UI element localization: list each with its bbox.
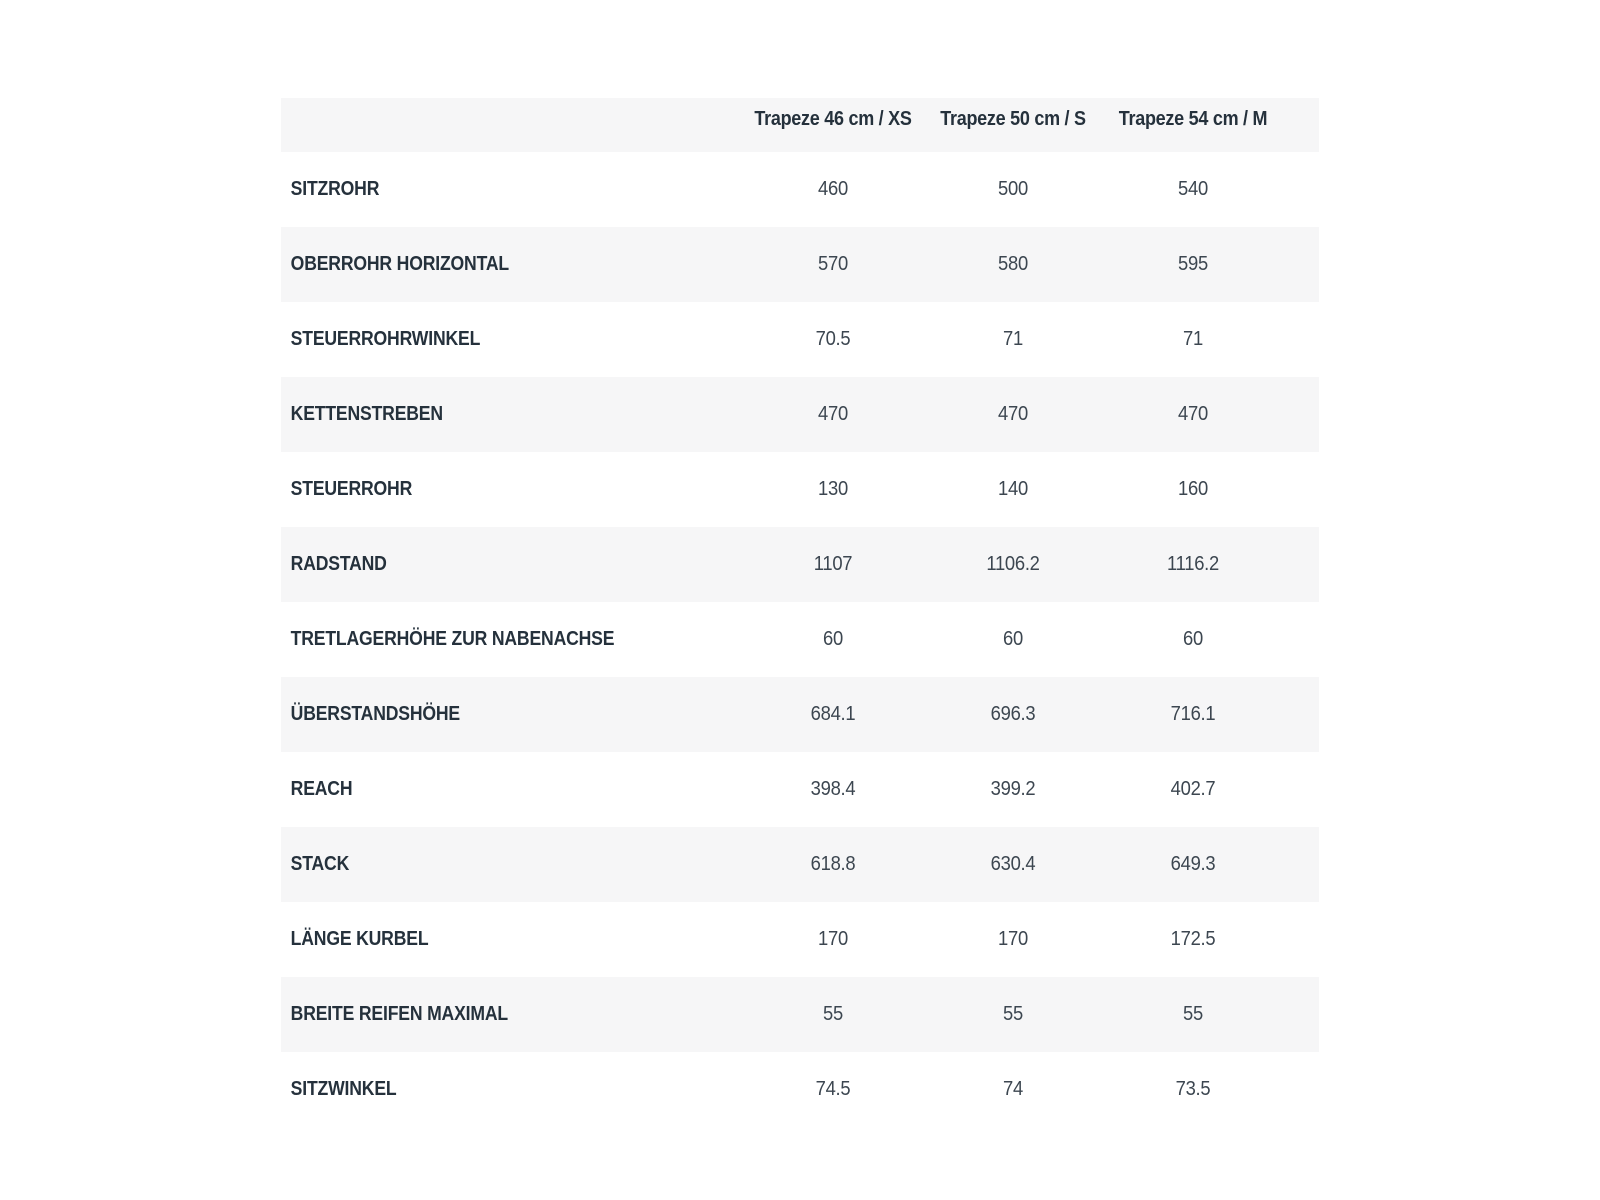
cell-value: 60 — [823, 628, 843, 650]
table-row — [281, 677, 1319, 752]
cell-value: 55 — [1003, 1003, 1023, 1025]
table-row — [281, 827, 1319, 902]
table-row — [281, 377, 1319, 452]
column-header: Trapeze 46 cm / XS — [754, 107, 912, 130]
cell-value: 399.2 — [990, 778, 1036, 800]
row-label: RADSTAND — [290, 553, 387, 575]
cell-value: 500 — [998, 178, 1028, 200]
cell-value: 170 — [998, 928, 1028, 950]
cell-value: 460 — [818, 178, 848, 200]
table-row — [281, 452, 1319, 527]
cell-value: 470 — [1178, 403, 1208, 425]
cell-value: 1107 — [813, 553, 853, 575]
cell-value: 580 — [998, 253, 1028, 275]
table-row — [281, 527, 1319, 602]
cell-value: 60 — [1183, 628, 1203, 650]
row-label: REACH — [290, 778, 353, 800]
cell-value: 55 — [1183, 1003, 1203, 1025]
cell-value: 618.8 — [810, 853, 856, 875]
cell-value: 1116.2 — [1167, 553, 1219, 575]
cell-value: 170 — [818, 928, 848, 950]
cell-value: 470 — [818, 403, 848, 425]
cell-value: 70.5 — [815, 328, 851, 350]
table-body — [281, 152, 1319, 1127]
row-label: OBERROHR HORIZONTAL — [290, 253, 509, 275]
row-label: STACK — [290, 853, 350, 875]
cell-value: 55 — [823, 1003, 843, 1025]
row-label: KETTENSTREBEN — [290, 403, 443, 425]
cell-value: 630.4 — [990, 853, 1036, 875]
cell-value: 402.7 — [1170, 778, 1216, 800]
cell-value: 73.5 — [1175, 1078, 1211, 1100]
cell-value: 595 — [1178, 253, 1208, 275]
cell-value: 696.3 — [990, 703, 1036, 725]
table-header-row — [281, 98, 1319, 152]
cell-value: 540 — [1178, 178, 1208, 200]
row-label: BREITE REIFEN MAXIMAL — [290, 1003, 508, 1025]
cell-value: 684.1 — [810, 703, 856, 725]
row-label: TRETLAGERHÖHE ZUR NABENACHSE — [290, 628, 615, 650]
cell-value: 140 — [998, 478, 1028, 500]
cell-value: 649.3 — [1170, 853, 1216, 875]
cell-value: 130 — [818, 478, 848, 500]
cell-value: 71 — [1003, 328, 1023, 350]
table-row — [281, 1052, 1319, 1127]
table-row — [281, 152, 1319, 227]
row-label: ÜBERSTANDSHÖHE — [290, 703, 460, 725]
table-row — [281, 227, 1319, 302]
cell-value: 71 — [1183, 328, 1203, 350]
row-label: SITZROHR — [290, 178, 380, 200]
cell-value: 716.1 — [1170, 703, 1216, 725]
cell-value: 398.4 — [810, 778, 856, 800]
table-row — [281, 977, 1319, 1052]
table-row — [281, 752, 1319, 827]
column-header: Trapeze 54 cm / M — [1118, 107, 1268, 130]
row-label: STEUERROHRWINKEL — [290, 328, 481, 350]
cell-value: 570 — [818, 253, 848, 275]
cell-value: 60 — [1003, 628, 1023, 650]
column-header: Trapeze 50 cm / S — [940, 107, 1086, 130]
cell-value: 74.5 — [815, 1078, 851, 1100]
cell-value: 172.5 — [1170, 928, 1216, 950]
row-label: STEUERROHR — [290, 478, 413, 500]
cell-value: 1106.2 — [986, 553, 1040, 575]
cell-value: 470 — [998, 403, 1028, 425]
cell-value: 74 — [1003, 1078, 1023, 1100]
table-row — [281, 902, 1319, 977]
cell-value: 160 — [1178, 478, 1208, 500]
row-label: LÄNGE KURBEL — [290, 928, 429, 950]
geometry-table — [281, 98, 1319, 1127]
table-row — [281, 302, 1319, 377]
table-row — [281, 602, 1319, 677]
row-label: SITZWINKEL — [290, 1078, 397, 1100]
